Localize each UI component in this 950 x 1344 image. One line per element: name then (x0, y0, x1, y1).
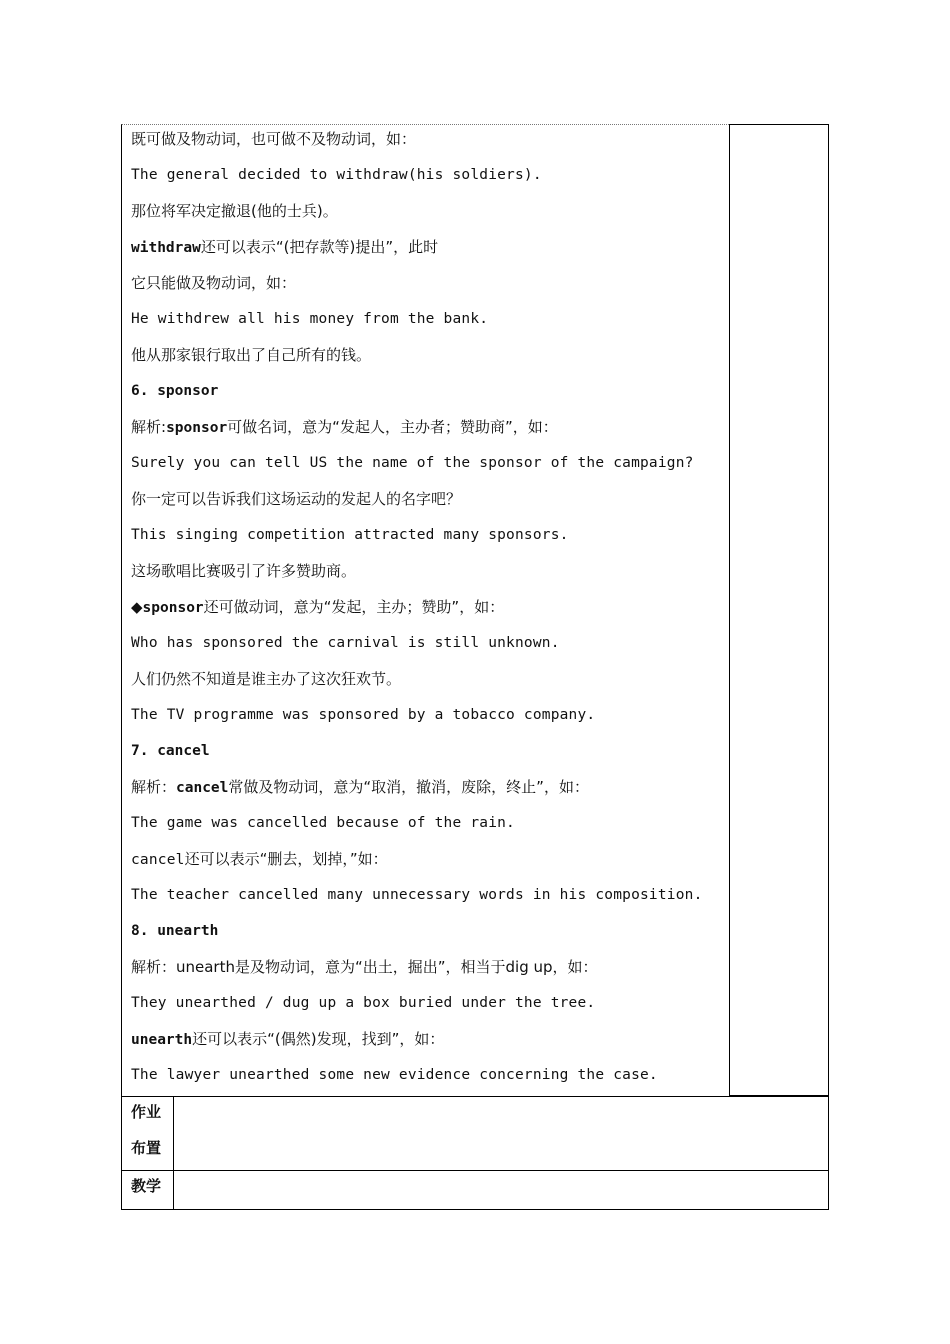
text-line: 它只能做及物动词，如： (131, 274, 297, 292)
example-sentence: Who has sponsored the carnival is still unknown. (131, 635, 560, 651)
homework-label: 作业 (131, 1103, 162, 1121)
section-heading: 7. cancel (131, 743, 210, 759)
text-line (131, 1029, 444, 1050)
example-sentence: The TV programme was sponsored by a tobacco company. (131, 707, 596, 723)
text-line (131, 597, 504, 618)
text-line: 解析：unearth是及物动词，意为“出土，掘出”，相当于dig up，如： (131, 958, 598, 976)
keyword: withdraw (131, 240, 201, 256)
text-line (131, 849, 388, 870)
text-span: 常做及物动词，意为“取消，撤消，废除，终止”，如： (228, 778, 589, 796)
text-span: 还可以表示“删去，划掉，”如： (184, 850, 388, 868)
text-line (131, 237, 438, 258)
keyword: cancel (176, 780, 229, 796)
section-heading: 6. sponsor (131, 383, 219, 399)
notes-cell (729, 124, 829, 1096)
teaching-row (122, 1171, 828, 1209)
text-span: 还可以表示“(偶然)发现，找到”，如： (192, 1030, 445, 1048)
keyword: cancel (131, 852, 185, 868)
translation-line: 那位将军决定撤退(他的士兵)。 (131, 202, 338, 220)
text-span: 解析： (131, 778, 177, 796)
text-span: 解析: (131, 418, 167, 436)
example-sentence: The general decided to withdraw(his soldiers). (131, 167, 542, 183)
homework-row (122, 1097, 828, 1171)
bottom-table (121, 1096, 829, 1210)
label-column (122, 1097, 174, 1170)
example-sentence: The teacher cancelled many unnecessary words in his composition. (131, 887, 703, 903)
translation-line: 人们仍然不知道是谁主办了这次狂欢节。 (131, 670, 402, 688)
translation-line: 他从那家银行取出了自己所有的钱。 (131, 346, 372, 364)
teaching-label: 教学 (131, 1177, 162, 1195)
keyword: unearth (131, 1032, 193, 1048)
text-line (131, 417, 558, 438)
translation-line: 你一定可以告诉我们这场运动的发起人的名字吧？ (131, 490, 462, 508)
text-span: 还可以表示“(把存款等)提出”，此时 (200, 238, 439, 256)
translation-line: 这场歌唱比赛吸引了许多赞助商。 (131, 562, 357, 580)
example-sentence: They unearthed / dug up a box buried under the tree. (131, 995, 596, 1011)
keyword: sponsor (166, 420, 228, 436)
text-line (131, 777, 589, 798)
example-sentence: He withdrew all his money from the bank. (131, 311, 489, 327)
text-span: 可做名词，意为“发起人，主办者；赞助商”，如： (227, 418, 558, 436)
keyword: sponsor (142, 600, 204, 616)
example-sentence: This singing competition attracted many sponsors. (131, 527, 569, 543)
label-column (122, 1171, 174, 1209)
section-heading: 8. unearth (131, 923, 219, 939)
example-sentence: The game was cancelled because of the rain. (131, 815, 515, 831)
lesson-content-cell (121, 124, 729, 1096)
diamond-bullet-icon: ◆ (131, 598, 143, 616)
example-sentence: The lawyer unearthed some new evidence concerning the case. (131, 1067, 658, 1083)
text-line: 既可做及物动词，也可做不及物动词，如： (131, 130, 417, 148)
homework-label: 布置 (131, 1139, 162, 1157)
text-span: 还可做动词，意为“发起，主办；赞助”，如： (203, 598, 505, 616)
example-sentence: Surely you can tell US the name of the sponsor of the campaign? (131, 455, 694, 471)
